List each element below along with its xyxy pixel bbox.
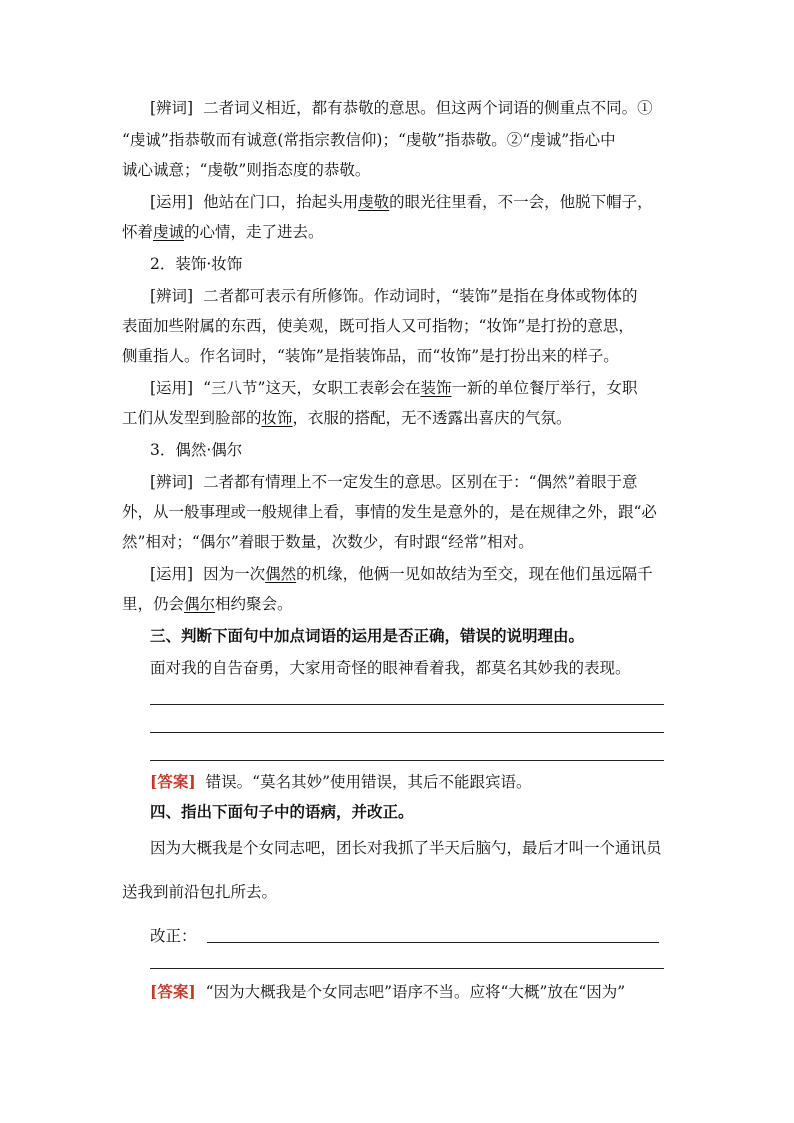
question-3-answer: [答案] 错误。“莫名其妙”使用错误，其后不能跟宾语。 — [150, 772, 532, 791]
question-4-heading: 四、指出下面句子中的语病，并改正。 — [150, 802, 414, 821]
underlined-word: 妆饰 — [261, 409, 293, 427]
yunyong-paragraph-1: [运用] 他站在门口，抬起头用虔敬的眼光往里看，不一会，他脱下帽子， — [150, 193, 653, 211]
answer-tag: [答案] — [150, 772, 196, 791]
bianci-tag: [辨词] — [150, 473, 194, 491]
answer-blank-line[interactable] — [150, 760, 664, 761]
underlined-word: 虔敬 — [358, 193, 390, 211]
yunyong-tag: [运用] — [150, 379, 194, 397]
correction-blank[interactable] — [207, 928, 659, 943]
yunyong-tag: [运用] — [150, 565, 194, 583]
text-line: 送我到前沿包扎所去。 — [122, 883, 278, 901]
question-4-sentence: 因为大概我是个女同志吧，团长对我抓了半天后脑勺，最后才叫一个通讯员 — [150, 839, 662, 857]
question-3-sentence: 面对我的自告奋勇，大家用奇怪的眼神看着我，都莫名其妙我的表现。 — [150, 659, 631, 677]
section-heading: 3．偶然·偶尔 — [150, 441, 243, 459]
underlined-word: 偶尔 — [184, 595, 216, 613]
text-line: 表面加些附属的东西，使美观，既可指人又可指物；“妆饰”是打扮的意思， — [122, 317, 634, 335]
text-line: 外，从一般事理或一般规律上看，事情的发生是意外的，是在规律之外，跟“必 — [122, 503, 657, 521]
answer-blank-line[interactable] — [150, 732, 664, 733]
underlined-word: 偶然 — [265, 565, 297, 583]
bianci-tag: [辨词] — [150, 99, 194, 117]
bianci-tag: [辨词] — [150, 287, 194, 305]
text-line: 里，仍会偶尔相约聚会。 — [122, 595, 293, 613]
bianci-paragraph-1: [辨词] 二者词义相近，都有恭敬的意思。但这两个词语的侧重点不同。① — [150, 99, 653, 117]
text-line: “虔诚”指恭敬而有诚意(常指宗教信仰)；“虔敬”指恭敬。②“虔诚”指心中 — [122, 131, 616, 149]
text-line: 侧重指人。作名词时，“装饰”是指装饰品，而“妆饰”是打扮出来的样子。 — [122, 347, 619, 365]
yunyong-paragraph-3: [运用] 因为一次偶然的机缘，他俩一见如故结为至交，现在他们虽远隔千 — [150, 565, 653, 583]
text-line: 怀着虔诚的心情，走了进去。 — [122, 223, 324, 241]
question-4-answer: [答案] “因为大概我是个女同志吧”语序不当。应将“大概”放在“因为” — [150, 982, 626, 1001]
answer-tag: [答案] — [150, 982, 196, 1001]
text-line: 工们从发型到脸部的妆饰，衣服的搭配，无不透露出喜庆的气氛。 — [122, 409, 572, 427]
underlined-word: 装饰 — [420, 379, 452, 397]
question-3-heading: 三、判断下面句中加点词语的运用是否正确，错误的说明理由。 — [150, 626, 585, 645]
answer-blank-line[interactable] — [150, 968, 664, 969]
text-line: 诚心诚意；“虔敬”则指态度的恭敬。 — [122, 161, 371, 179]
answer-blank-line[interactable] — [150, 704, 664, 705]
yunyong-tag: [运用] — [150, 193, 194, 211]
correction-label: 改正： — [150, 927, 197, 945]
underlined-word: 虔诚 — [153, 223, 185, 241]
bianci-paragraph-2: [辨词] 二者都可表示有所修饰。作动词时，“装饰”是指在身体或物体的 — [150, 287, 638, 305]
section-heading: 2．装饰·妆饰 — [150, 255, 243, 273]
yunyong-paragraph-2: [运用] “三八节”这天，女职工表彰会在装饰一新的单位餐厅举行，女职 — [150, 379, 638, 397]
bianci-paragraph-3: [辨词] 二者都有情理上不一定发生的意思。区别在于：“偶然”着眼于意 — [150, 473, 638, 491]
text-line: 然”相对；“偶尔”着眼于数量，次数少，有时跟“经常”相对。 — [122, 533, 534, 551]
correction-row — [150, 926, 710, 946]
